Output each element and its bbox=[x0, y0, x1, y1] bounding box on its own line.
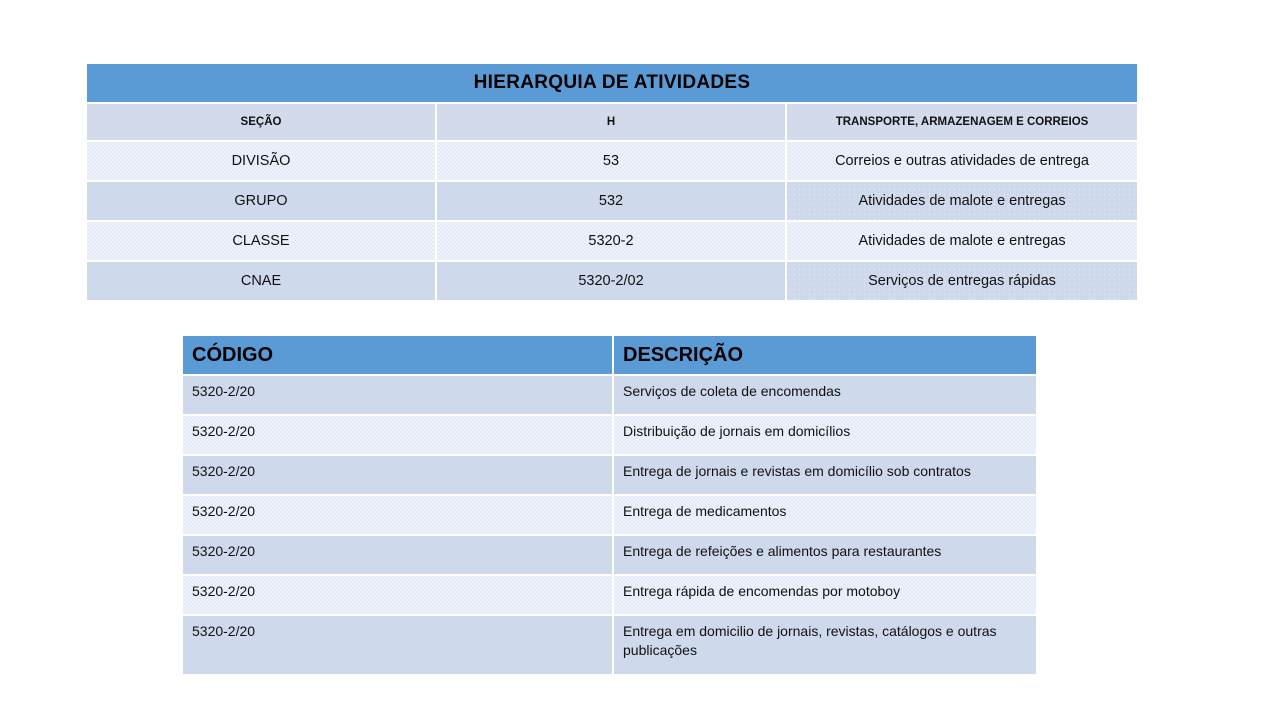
cell-codigo: 5320-2/20 bbox=[183, 494, 612, 534]
table-row bbox=[183, 414, 1036, 454]
cell-codigo: 5320-2/20 bbox=[183, 454, 612, 494]
cell-descricao: Entrega de medicamentos bbox=[612, 494, 1036, 534]
cell-codigo: 5320-2/20 bbox=[183, 534, 612, 574]
cell-descricao: Entrega em domicilio de jornais, revistas, catálogos e outras publicações bbox=[612, 614, 1036, 674]
cell-codigo: 5320-2/20 bbox=[183, 574, 612, 614]
table-row bbox=[87, 260, 1137, 300]
hierarchy-level-divisao: DIVISÃO bbox=[87, 140, 435, 180]
column-header-codigo: CÓDIGO bbox=[183, 336, 612, 376]
hierarchy-code-divisao: 53 bbox=[435, 140, 785, 180]
cell-descricao: Serviços de coleta de encomendas bbox=[612, 376, 1036, 414]
hierarchy-level-cnae: CNAE bbox=[87, 260, 435, 300]
hierarchy-desc-secao: TRANSPORTE, ARMAZENAGEM E CORREIOS bbox=[785, 104, 1137, 140]
hierarchy-code-classe: 5320-2 bbox=[435, 220, 785, 260]
hierarchy-table-title-row bbox=[87, 64, 1137, 104]
hierarchy-table-title: HIERARQUIA DE ATIVIDADES bbox=[87, 64, 1137, 104]
codes-table bbox=[183, 336, 1036, 674]
hierarchy-desc-classe: Atividades de malote e entregas bbox=[785, 220, 1137, 260]
cell-codigo: 5320-2/20 bbox=[183, 614, 612, 674]
hierarchy-level-secao: SEÇÃO bbox=[87, 104, 435, 140]
table-row bbox=[183, 574, 1036, 614]
table-row bbox=[87, 220, 1137, 260]
cell-descricao: Entrega rápida de encomendas por motoboy bbox=[612, 574, 1036, 614]
table-row bbox=[87, 180, 1137, 220]
table-row bbox=[183, 454, 1036, 494]
hierarchy-level-grupo: GRUPO bbox=[87, 180, 435, 220]
hierarchy-desc-divisao: Correios e outras atividades de entrega bbox=[785, 140, 1137, 180]
column-header-descricao: DESCRIÇÃO bbox=[612, 336, 1036, 376]
cell-codigo: 5320-2/20 bbox=[183, 376, 612, 414]
cell-descricao: Entrega de refeições e alimentos para restaurantes bbox=[612, 534, 1036, 574]
hierarchy-desc-grupo: Atividades de malote e entregas bbox=[785, 180, 1137, 220]
hierarchy-table bbox=[87, 64, 1137, 300]
table-row bbox=[183, 376, 1036, 414]
table-row bbox=[183, 614, 1036, 674]
table-row bbox=[183, 534, 1036, 574]
table-row bbox=[183, 494, 1036, 534]
hierarchy-code-cnae: 5320-2/02 bbox=[435, 260, 785, 300]
hierarchy-code-secao: H bbox=[435, 104, 785, 140]
cell-codigo: 5320-2/20 bbox=[183, 414, 612, 454]
cell-descricao: Distribuição de jornais em domicílios bbox=[612, 414, 1036, 454]
hierarchy-level-classe: CLASSE bbox=[87, 220, 435, 260]
hierarchy-code-grupo: 532 bbox=[435, 180, 785, 220]
codes-table-header-row bbox=[183, 336, 1036, 376]
table-row bbox=[87, 104, 1137, 140]
hierarchy-desc-cnae: Serviços de entregas rápidas bbox=[785, 260, 1137, 300]
table-row bbox=[87, 140, 1137, 180]
cell-descricao: Entrega de jornais e revistas em domicílio sob contratos bbox=[612, 454, 1036, 494]
